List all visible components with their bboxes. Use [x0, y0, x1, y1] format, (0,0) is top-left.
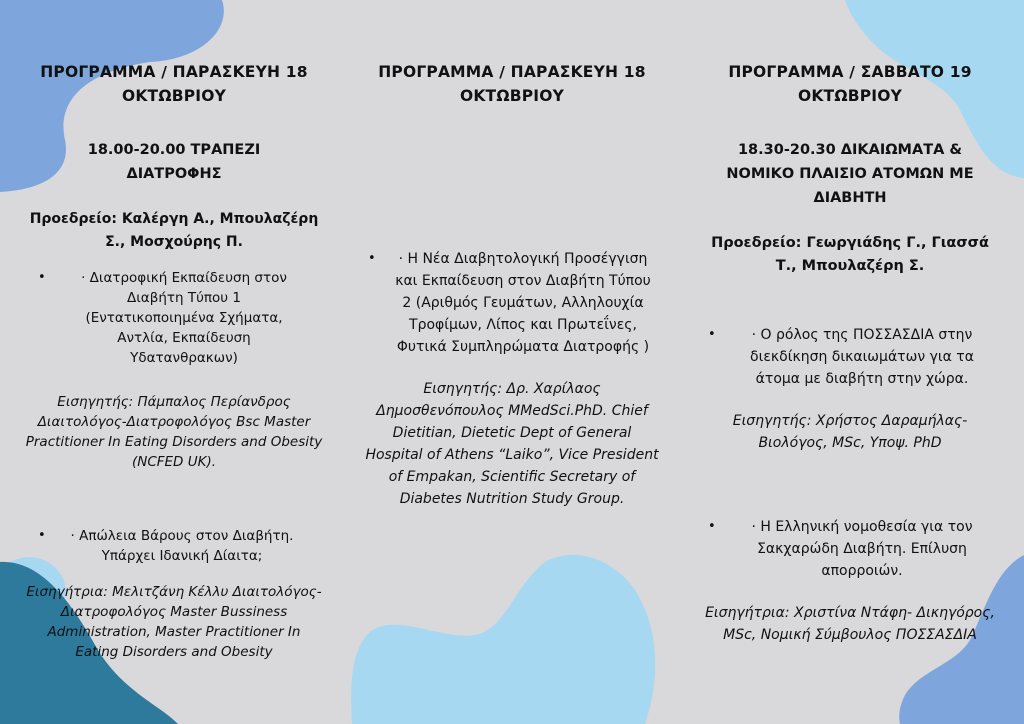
speaker-info: [24, 392, 324, 472]
blob-bottom-center: [351, 555, 655, 724]
speaker-label: Εισηγητής:: [732, 413, 812, 429]
talk-item: [24, 268, 324, 368]
speaker-label: Εισηγητής:: [57, 394, 134, 410]
speaker-name: Δρ. Χαρίλαος Δημοσθενόπουλος MMedSci.PhD. Chief Dietitian, Dietetic Dept of General Hospital of Athens “Laiko”, Vice President of Empakan, Scientific Secretary of Diabetes Nutrition Study Group.: [365, 381, 659, 507]
speaker-info: [700, 602, 1000, 646]
speaker-label: Εισηγητής:: [423, 381, 503, 397]
bullet: •: [708, 327, 716, 342]
talk-title: · Η Νέα Διαβητολογική Προσέγγιση και Εκπαίδευση στον Διαβήτη Τύπου 2 (Αριθμός Γευμάτων, Αλληλουχία Τροφίμων, Λίπος και Πρωτεΐνες, Φυτικά Συμπληρώματα Διατροφής ): [395, 251, 651, 355]
program-title: ΠΡΟΓΡΑΜΜΑ / ΠΑΡΑΣΚΕΥΗ 18 ΟΚΤΩΒΡΙΟΥ: [40, 63, 308, 105]
bullet: •: [38, 270, 46, 285]
talk-title: · Ο ρόλος της ΠΟΣΣΑΣΔΙΑ στην διεκδίκηση δικαιωμάτων για τα άτομα με διαβήτη στην χώρα.: [750, 327, 974, 387]
speaker-label: Εισηγήτρια:: [705, 605, 790, 621]
talk-item: [700, 324, 1000, 390]
speaker-name: Πάμπαλος Περίανδρος Διαιτολόγος-Διατροφολόγος Bsc Master Practitioner In Eating Disorders and Obesity (NCFED UK).: [25, 394, 323, 470]
speaker-info: [700, 410, 1000, 454]
program-title: ΠΡΟΓΡΑΜΜΑ / ΠΑΡΑΣΚΕΥΗ 18 ΟΚΤΩΒΡΙΟΥ: [378, 63, 646, 105]
talk-item: [24, 526, 324, 566]
program-column-saturday: [700, 60, 1000, 646]
session-title: 18.00-20.00 ΤΡΑΠΕΖΙ ΔΙΑΤΡΟΦΗΣ: [87, 142, 261, 182]
talk-item: [700, 516, 1000, 582]
speaker-name: Χριστίνα Ντάφη- Δικηγόρος, MSc, Νομική Σύμβουλος ΠΟΣΣΑΣΔΙΑ: [723, 605, 995, 643]
talk-title: · Απώλεια Βάρους στον Διαβήτη. Υπάρχει Ιδανική Δίαιτα;: [70, 528, 294, 564]
speaker-name: Μελιτζάνη Κέλλυ Διαιτολόγος- Διατροφολόγος Master Bussiness Administration, Master Practitioner In Eating Disorders and Obesity: [47, 584, 322, 660]
talk-title: · Διατροφική Εκπαίδευση στον Διαβήτη Τύπου 1 (Εντατικοποιημένα Σχήματα, Αντλία, Εκπαίδευση Υδατανθρακων): [81, 270, 287, 366]
chair-list: Προεδρείο: Γεωργιάδης Γ., Γιασσά Τ., Μπουλαζέρη Σ.: [711, 235, 989, 274]
speaker-label: Εισηγήτρια:: [26, 584, 108, 600]
speaker-name: Χρήστος Δαραμήλας- Βιολόγος, MSc, Υποψ. PhD: [758, 413, 968, 451]
chair-list: Προεδρείο: Καλέργη Α., Μπουλαζέρη Σ., Μοσχούρης Π.: [29, 211, 319, 250]
talk-item: [362, 248, 662, 358]
speaker-info: [362, 378, 662, 510]
session-title: 18.30-20.30 ΔΙΚΑΙΩΜΑΤΑ & ΝΟΜΙΚΟ ΠΛΑΙΣΙΟ ΑΤΟΜΩΝ ΜΕ ΔΙΑΒΗΤΗ: [726, 142, 974, 206]
speaker-info: [24, 582, 324, 662]
program-column-friday-2: [362, 60, 662, 510]
bullet: •: [38, 528, 46, 543]
program-column-friday-1: [24, 60, 324, 662]
bullet: •: [368, 251, 376, 266]
program-title: ΠΡΟΓΡΑΜΜΑ / ΣΑΒΒΑΤΟ 19 ΟΚΤΩΒΡΙΟΥ: [728, 63, 972, 105]
talk-title: · Η Ελληνική νομοθεσία για τον Σακχαρώδη Διαβήτη. Επίλυση απορροιών.: [751, 519, 973, 579]
bullet: •: [708, 519, 716, 534]
